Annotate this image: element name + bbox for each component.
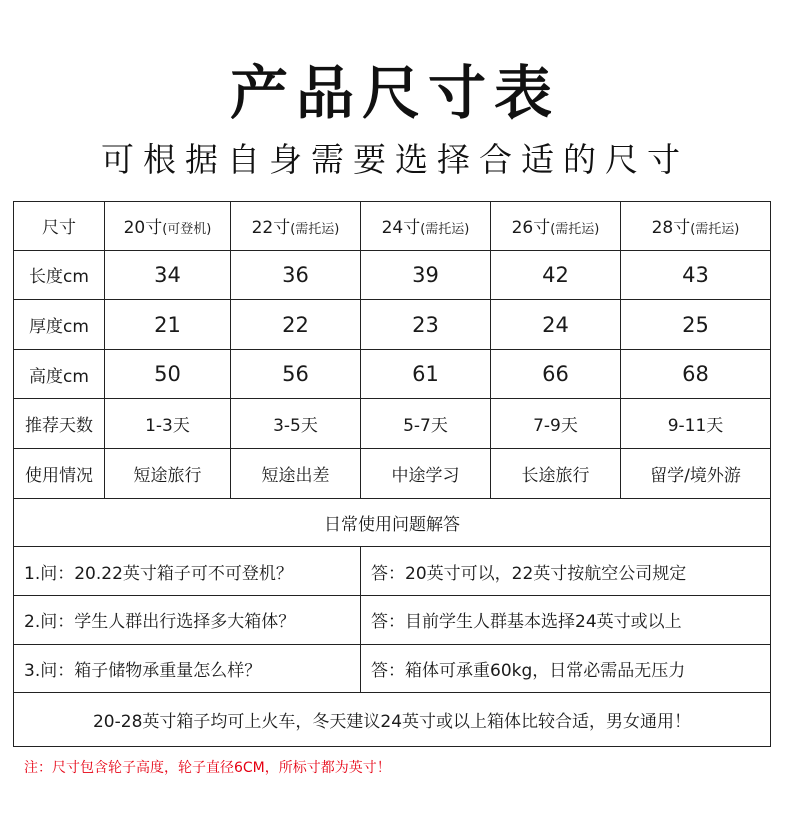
table-cell: 43 <box>621 250 771 300</box>
table-cell: 短途出差 <box>231 449 361 499</box>
page-subtitle: 可根据自身需要选择合适的尺寸 <box>101 140 689 179</box>
size-20-header <box>105 202 231 251</box>
row-label: 长度cm <box>14 250 105 300</box>
faq-row <box>14 595 771 644</box>
table-cell: 56 <box>231 349 361 399</box>
faq-row <box>14 644 771 693</box>
size-label: 20寸 <box>123 218 163 239</box>
size-header-row <box>14 202 771 251</box>
size-note: (需托运) <box>420 222 470 238</box>
size-note: (需托运) <box>550 222 600 238</box>
table-cell: 5-7天 <box>361 399 491 449</box>
height-row <box>14 349 771 399</box>
row-label: 高度cm <box>14 349 105 399</box>
faq-summary-row <box>14 693 771 747</box>
faq-answer: 答：目前学生人群基本选择24英寸或以上 <box>361 595 771 644</box>
faq-summary: 20-28英寸箱子均可上火车，冬天建议24英寸或以上箱体比较合适，男女通用！ <box>14 693 771 747</box>
usage-row <box>14 449 771 499</box>
table-cell: 34 <box>105 250 231 300</box>
faq-row <box>14 547 771 596</box>
table-cell: 68 <box>621 349 771 399</box>
size-28-header <box>621 202 771 251</box>
size-label: 28寸 <box>651 218 691 239</box>
faq-question: 3.问：箱子储物承重量怎么样？ <box>14 644 361 693</box>
faq-question: 2.问：学生人群出行选择多大箱体？ <box>14 595 361 644</box>
row-label: 使用情况 <box>14 449 105 499</box>
table-cell: 36 <box>231 250 361 300</box>
table-cell: 39 <box>361 250 491 300</box>
table-cell: 1-3天 <box>105 399 231 449</box>
row-label: 推荐天数 <box>14 399 105 449</box>
size-label: 22寸 <box>251 218 291 239</box>
table-cell: 42 <box>491 250 621 300</box>
footnote: 注：尺寸包含轮子高度，轮子直径6CM，所标寸都为英寸！ <box>24 760 391 776</box>
size-26-header <box>491 202 621 251</box>
table-cell: 61 <box>361 349 491 399</box>
size-label: 26寸 <box>511 218 551 239</box>
table-cell: 25 <box>621 300 771 350</box>
faq-title: 日常使用问题解答 <box>14 498 771 547</box>
size-24-header <box>361 202 491 251</box>
table-cell: 中途学习 <box>361 449 491 499</box>
table-cell: 50 <box>105 349 231 399</box>
faq-answer: 答：20英寸可以，22英寸按航空公司规定 <box>361 547 771 596</box>
size-note: (可登机) <box>162 222 212 238</box>
row-label: 厚度cm <box>14 300 105 350</box>
page-title: 产品尺寸表 <box>229 59 560 127</box>
faq-title-row <box>14 498 771 547</box>
table-cell: 短途旅行 <box>105 449 231 499</box>
size-note: (需托运) <box>290 222 340 238</box>
table-cell: 9-11天 <box>621 399 771 449</box>
table-cell: 24 <box>491 300 621 350</box>
table-cell: 23 <box>361 300 491 350</box>
size-label: 24寸 <box>381 218 421 239</box>
table-cell: 长途旅行 <box>491 449 621 499</box>
table-cell: 3-5天 <box>231 399 361 449</box>
faq-question: 1.问：20.22英寸箱子可不可登机？ <box>14 547 361 596</box>
header-label: 尺寸 <box>14 202 105 251</box>
table-cell: 7-9天 <box>491 399 621 449</box>
size-table <box>13 201 771 747</box>
faq-answer: 答：箱体可承重60kg，日常必需品无压力 <box>361 644 771 693</box>
size-22-header <box>231 202 361 251</box>
table-cell: 66 <box>491 349 621 399</box>
size-note: (需托运) <box>690 222 740 238</box>
table-cell: 21 <box>105 300 231 350</box>
table-cell: 22 <box>231 300 361 350</box>
table-cell: 留学/境外游 <box>621 449 771 499</box>
length-row <box>14 250 771 300</box>
thickness-row <box>14 300 771 350</box>
days-row <box>14 399 771 449</box>
